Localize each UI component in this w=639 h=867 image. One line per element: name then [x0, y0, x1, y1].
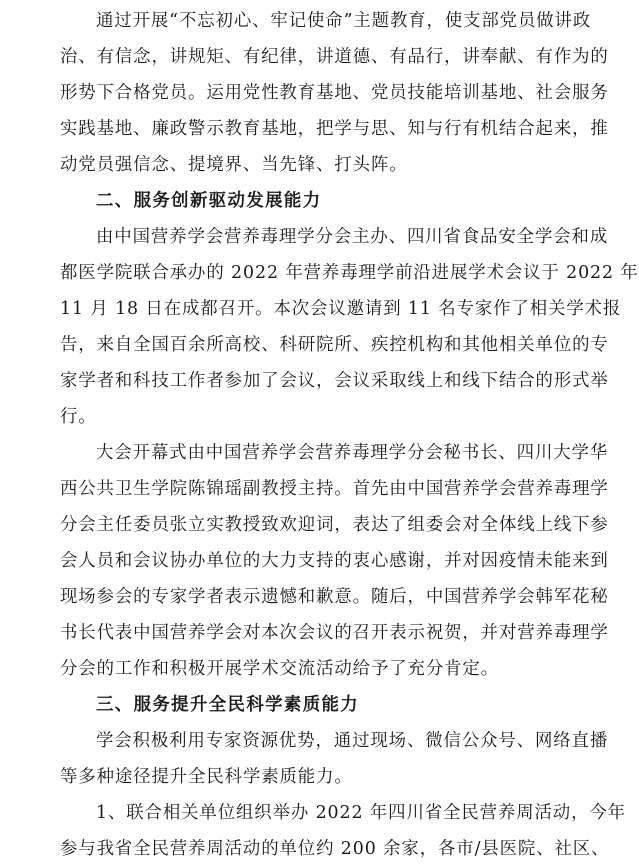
- paragraph-3-line-7: 分会的工作和积极开展学术交流活动给予了充分肯定。: [60, 659, 499, 679]
- paragraph-2-line-6: 行。: [60, 407, 97, 427]
- paragraph-1-line-4: 实践基地、廉政警示教育基地，把学与思、知与行有机结合起来，推: [60, 119, 609, 139]
- paragraph-2-line-5: 家学者和科技工作者参加了会议，会议采取线上和线下结合的形式举: [60, 371, 609, 391]
- paragraph-3-line-3: 分会主任委员张立实教授致欢迎词，表达了组委会对全体线上线下参: [60, 515, 609, 535]
- paragraph-3-line-1: 大会开幕式由中国营养学会营养毒理学分会秘书长、四川大学华: [96, 443, 609, 463]
- paragraph-3-line-6: 书长代表中国营养学会对本次会议的召开表示祝贺，并对营养毒理学: [60, 623, 609, 643]
- paragraph-2-line-2: 都医学院联合承办的 2022 年营养毒理学前沿进展学术会议于 2022 年: [60, 263, 639, 283]
- paragraph-2-line-4: 告，来自全国百余所高校、科研院所、疾控机构和其他相关单位的专: [60, 335, 609, 355]
- section-heading-2: 二、服务创新驱动发展能力: [96, 191, 322, 211]
- paragraph-1-line-3: 形势下合格党员。运用党性教育基地、党员技能培训基地、社会服务: [60, 83, 609, 103]
- paragraph-3-line-2: 西公共卫生学院陈锦瑶副教授主持。首先由中国营养学会营养毒理学: [60, 479, 609, 499]
- section-heading-3: 三、服务提升全民科学素质能力: [96, 695, 360, 715]
- paragraph-1-line-2: 治、有信念，讲规矩、有纪律，讲道德、有品行，讲奉献、有作为的: [60, 47, 609, 67]
- paragraph-4-line-1: 学会积极利用专家资源优势，通过现场、微信公众号、网络直播: [96, 731, 609, 751]
- paragraph-4-line-2: 等多种途径提升全民科学素质能力。: [60, 767, 353, 787]
- paragraph-1-line-1: 通过开展“不忘初心、牢记使命”主题教育，使支部党员做讲政: [96, 11, 592, 31]
- paragraph-5-line-2: 参与我省全民营养周活动的单位约 200 余家，各市/县医院、社区、: [60, 839, 610, 859]
- paragraph-1-line-5: 动党员强信念、提境界、当先锋、打头阵。: [60, 155, 408, 175]
- paragraph-2-line-1: 由中国营养学会营养毒理学分会主办、四川省食品安全学会和成: [96, 227, 609, 247]
- paragraph-5-line-1: 1、联合相关单位组织举办 2022 年四川省全民营养周活动，今年: [96, 803, 626, 823]
- paragraph-3-line-5: 现场参会的专家学者表示遗憾和歉意。随后，中国营养学会韩军花秘: [60, 587, 609, 607]
- paragraph-3-line-4: 会人员和会议协办单位的大力支持的衷心感谢，并对因疫情未能来到: [60, 551, 609, 571]
- paragraph-2-line-3: 11 月 18 日在成都召开。本次会议邀请到 11 名专家作了相关学术报: [60, 299, 622, 319]
